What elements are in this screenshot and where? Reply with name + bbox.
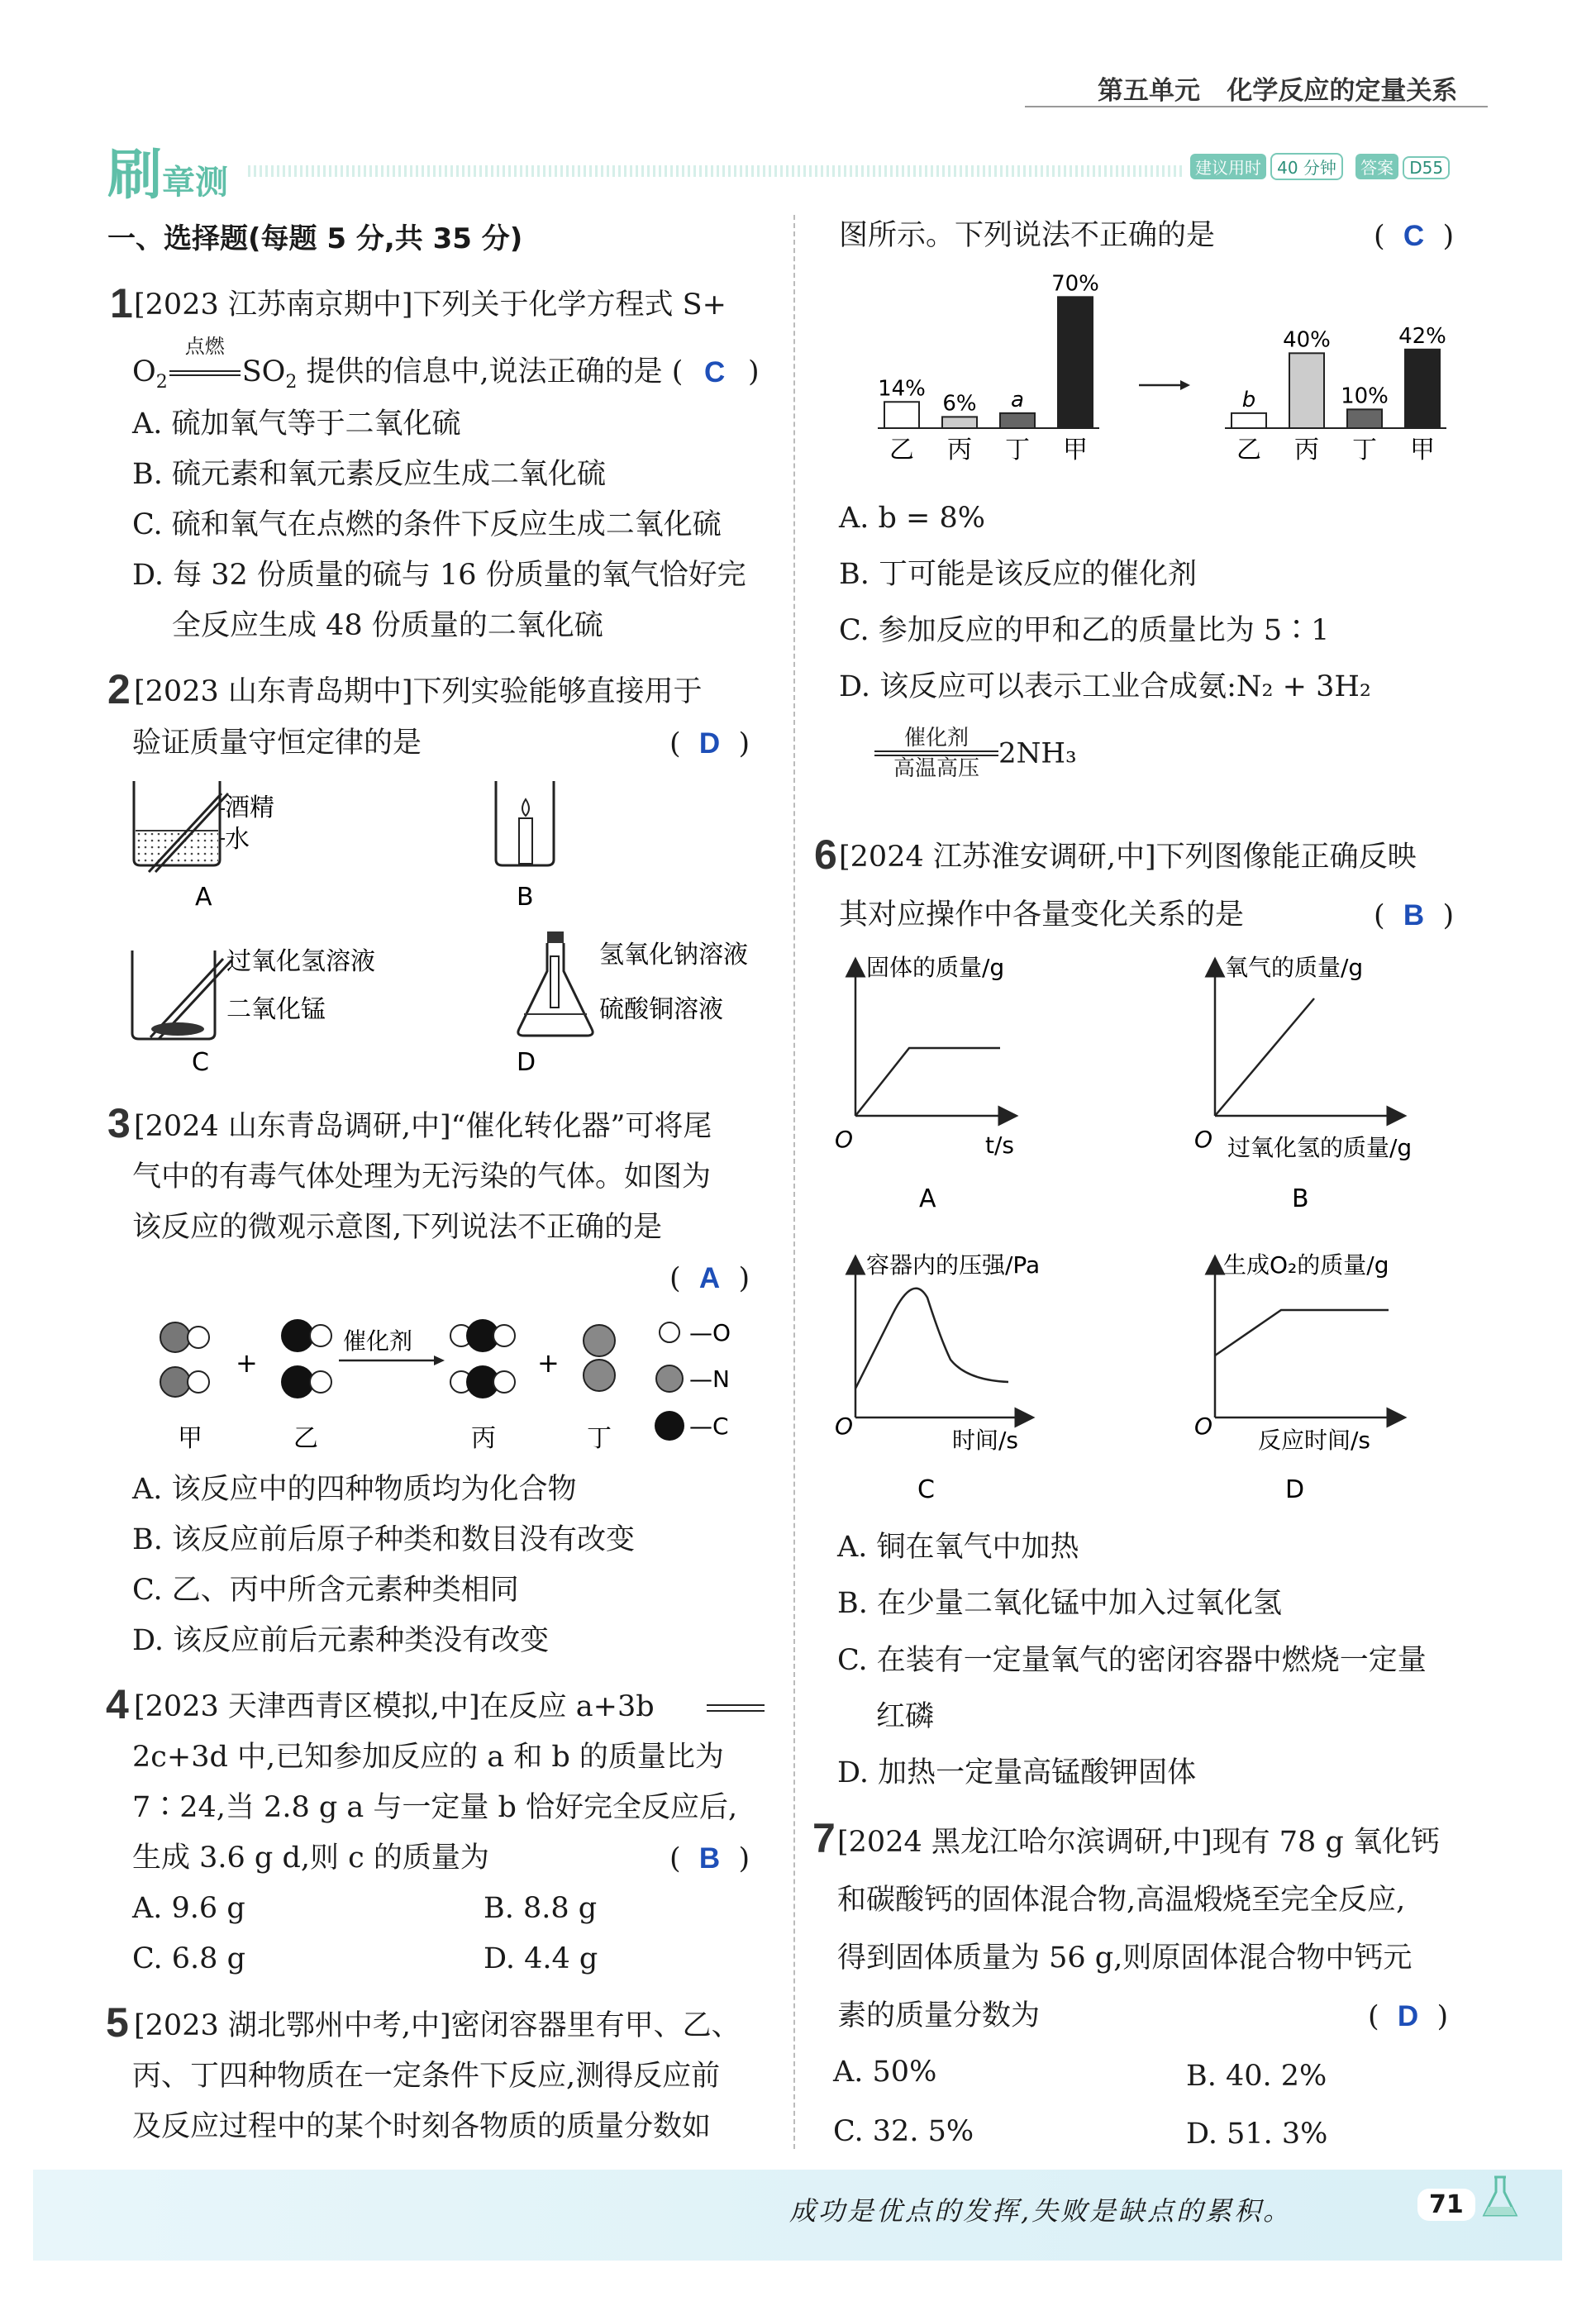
page-header <box>1098 69 1457 107</box>
molecule-bing <box>450 1319 515 1398</box>
logo-main: 刷 <box>107 143 162 207</box>
fig-letter-b: B <box>517 883 534 912</box>
label-cuso4: 硫酸铜溶液 <box>599 995 723 1024</box>
q5-cond-bottom: 高温高压 <box>893 756 979 781</box>
q6-bracket: ( B ) <box>1374 899 1455 932</box>
q2-line1: [2023 山东青岛期中]下列实验能够直接用于 <box>134 675 703 708</box>
bar-label-0-1: 6% <box>942 391 977 417</box>
q2-line2: 验证质量守恒定律的是 <box>132 727 422 760</box>
q6-line2: 其对应操作中各量变化关系的是 <box>839 898 1245 931</box>
q4-option-d: D. 4.4 g <box>484 1942 598 1975</box>
q5-option-d: D. 该反应可以表示工业合成氨:N₂ + 3H₂ <box>839 670 1371 703</box>
graph-c-letter: C <box>917 1475 935 1504</box>
bar-label-1-2: 10% <box>1341 384 1389 409</box>
q3-option-a: A. 该反应中的四种物质均为化合物 <box>132 1473 577 1506</box>
q4-answer: B <box>698 1842 721 1875</box>
section-logo <box>107 131 228 209</box>
q2-number: 2 <box>107 666 131 712</box>
q1-number: 1 <box>110 280 133 326</box>
graph-b-origin: O <box>1194 1126 1213 1153</box>
bar-1-3 <box>1405 350 1440 428</box>
category-label-1-2: 丁 <box>1352 436 1377 465</box>
q6-option-c-cont: 红磷 <box>876 1700 935 1733</box>
bar-label-0-3: 70% <box>1051 271 1099 297</box>
unit-title: 化学反应的定量关系 <box>1227 76 1458 106</box>
q1-answer: C <box>704 356 726 388</box>
q1-line1: [2023 江苏南京期中]下列关于化学方程式 S+ <box>134 288 727 322</box>
molecule-yi <box>281 1319 331 1398</box>
bar-label-0-0: 14% <box>878 376 926 402</box>
q3-micro-diagram <box>141 1306 769 1463</box>
svg-text:+: + <box>537 1347 560 1379</box>
bar-label-1-0: b <box>1241 387 1256 412</box>
graph-d-letter: D <box>1285 1475 1305 1504</box>
name-ding: 丁 <box>587 1424 612 1453</box>
q4-line4: 生成 3.6 g d,则 c 的质量为 <box>132 1841 489 1875</box>
q3-option-d: D. 该反应前后元素种类没有改变 <box>132 1624 550 1657</box>
category-label-0-1: 丙 <box>947 436 972 465</box>
q5-answer: C <box>1403 220 1425 252</box>
q2-apparatus-figure <box>124 773 777 1079</box>
legend-n: —N <box>689 1365 730 1393</box>
fig-letter-d: D <box>517 1048 536 1077</box>
q1-option-a: A. 硫加氧气等于二氧化硫 <box>132 407 461 441</box>
q1-option-d-cont: 全反应生成 48 份质量的二氧化硫 <box>172 609 603 642</box>
q5-line4: 图所示。下列说法不正确的是 <box>839 219 1216 252</box>
q7-option-c: C. 32. 5% <box>833 2115 974 2148</box>
bar-label-1-3: 42% <box>1398 323 1446 349</box>
category-label-0-3: 甲 <box>1063 436 1088 465</box>
curve-c <box>855 1289 1008 1389</box>
catalyst-label: 催化剂 <box>343 1327 413 1355</box>
q3-option-c: C. 乙、丙中所含元素种类相同 <box>132 1574 519 1607</box>
q5-bar-charts <box>876 263 1471 494</box>
q6-option-c: C. 在装有一定量氧气的密闭容器中燃烧一定量 <box>837 1644 1427 1677</box>
graph-a-ylabel: 固体的质量/g <box>866 954 1005 981</box>
legend-o: —O <box>689 1319 731 1346</box>
legend-c: —C <box>689 1413 729 1440</box>
chart-during <box>1225 324 1446 465</box>
q4-option-b: B. 8.8 g <box>484 1892 598 1925</box>
name-bing: 丙 <box>471 1424 496 1453</box>
graph-d-xlabel: 反应时间/s <box>1258 1427 1371 1454</box>
q5-option-b: B. 丁可能是该反应的催化剂 <box>839 558 1197 591</box>
graph-b-xlabel: 过氧化氢的质量/g <box>1227 1134 1413 1161</box>
q7-bracket: ( D ) <box>1368 2000 1449 2033</box>
graph-c-ylabel: 容器内的压强/Pa <box>866 1251 1041 1279</box>
q3-line3: 该反应的微观示意图,下列说法不正确的是 <box>132 1211 663 1244</box>
q5-number: 5 <box>106 1999 129 2046</box>
q7-option-d: D. 51. 3% <box>1186 2118 1328 2151</box>
q5-line3: 及反应过程中的某个时刻各物质的质量分数如 <box>132 2110 712 2143</box>
molecule-ding <box>584 1325 615 1391</box>
q6-option-d: D. 加热一定量高锰酸钾固体 <box>837 1756 1197 1789</box>
page-number: 71 <box>1417 2189 1475 2221</box>
fig-letter-a: A <box>195 883 212 912</box>
q2-answer: D <box>698 727 721 760</box>
graph-b <box>1215 967 1397 1116</box>
legend <box>655 1322 684 1441</box>
time-tags <box>1190 153 1450 180</box>
curve-b <box>1215 998 1314 1116</box>
q1-equation: $O_2$ 点燃 $SO_2$ 提供的信息中,说法正确的是 ( <box>132 335 684 393</box>
answer-label: 答案 <box>1355 154 1398 179</box>
q5-option-a: A. b = 8% <box>839 502 986 535</box>
q6-answer: B <box>1403 899 1425 931</box>
q6-option-a: A. 铜在氧气中加热 <box>837 1531 1079 1564</box>
q5-bracket: ( C ) <box>1374 220 1455 253</box>
q5-option-d-equation <box>874 726 1077 781</box>
q7-number: 7 <box>812 1815 836 1861</box>
svg-text:+: + <box>236 1347 258 1379</box>
graph-b-ylabel: 氧气的质量/g <box>1225 954 1364 981</box>
q4-line2: 2c+3d 中,已知参加反应的 a 和 b 的质量比为 <box>132 1741 724 1774</box>
bar-1-1 <box>1289 353 1324 428</box>
molecule-jia <box>160 1322 209 1397</box>
category-label-0-0: 乙 <box>889 436 914 465</box>
flask-icon <box>1479 2172 1521 2222</box>
bar-0-2 <box>1000 413 1035 428</box>
logo-sub: 章测 <box>162 164 228 202</box>
fig-letter-c: C <box>192 1048 209 1077</box>
q6-number: 6 <box>814 831 837 878</box>
answer-page: D55 <box>1403 156 1450 179</box>
graph-a-xlabel: t/s <box>985 1132 1014 1159</box>
q7-line4: 素的质量分数为 <box>837 1999 1041 2032</box>
bar-0-0 <box>884 402 919 428</box>
label-naoh: 氢氧化钠溶液 <box>599 941 748 970</box>
q3-option-b: B. 该反应前后原子种类和数目没有改变 <box>132 1523 635 1556</box>
category-label-1-0: 乙 <box>1236 436 1261 465</box>
q3-number: 3 <box>107 1100 131 1146</box>
name-yi: 乙 <box>293 1424 318 1453</box>
q3-line1: [2024 山东青岛调研,中]“催化转化器”可将尾 <box>134 1110 712 1143</box>
label-alcohol: 酒精 <box>225 793 274 822</box>
q5-product: 2NH₃ <box>998 736 1077 770</box>
category-label-1-3: 甲 <box>1410 436 1435 465</box>
unit-label: 第五单元 <box>1098 76 1200 106</box>
q4-equals-sign <box>707 1704 765 1712</box>
q1-bracket-close: ) <box>748 355 760 388</box>
q2-bracket: ( D ) <box>669 727 750 760</box>
label-mno2: 二氧化锰 <box>226 995 326 1024</box>
apparatus-d <box>518 931 593 1036</box>
q6-option-b: B. 在少量二氧化锰中加入过氧化氢 <box>837 1587 1282 1620</box>
graph-d <box>1215 1265 1397 1417</box>
category-label-0-2: 丁 <box>1005 436 1030 465</box>
q7-option-b: B. 40. 2% <box>1186 2060 1327 2093</box>
q5-line2: 丙、丁四种物质在一定条件下反应,测得反应前 <box>132 2060 721 2093</box>
section-title: 一、选择题(每题 5 分,共 35 分) <box>107 222 523 255</box>
q1-condition: 点燃 <box>184 335 225 358</box>
graph-d-ylabel: 生成O₂的质量/g <box>1223 1251 1389 1279</box>
q4-bracket: ( B ) <box>669 1842 750 1875</box>
curve-d <box>1215 1310 1389 1355</box>
graph-c-origin: O <box>835 1413 854 1440</box>
q4-line3: 7∶24,当 2.8 g a 与一定量 b 恰好完全反应后, <box>132 1791 738 1824</box>
q5-cond-top: 催化剂 <box>903 726 969 750</box>
q7-line1: [2024 黑龙江哈尔滨调研,中]现有 78 g 氧化钙 <box>837 1826 1440 1859</box>
bar-label-1-1: 40% <box>1283 327 1331 353</box>
time-value: 40 分钟 <box>1270 153 1343 180</box>
q7-option-a: A. 50% <box>833 2056 937 2089</box>
q7-line3: 得到固体质量为 56 g,则原固体混合物中钙元 <box>837 1942 1413 1975</box>
bar-0-1 <box>942 417 977 428</box>
q4-option-c: C. 6.8 g <box>132 1942 245 1975</box>
label-water: 水 <box>225 825 250 854</box>
q3-line2: 气中的有毒气体处理为无污染的气体。如图为 <box>132 1160 712 1193</box>
chart-arrow-head <box>1180 380 1190 390</box>
label-h2o2: 过氧化氢溶液 <box>226 947 375 976</box>
bar-label-0-2: a <box>1011 387 1024 412</box>
q6-line1: [2024 江苏淮安调研,中]下列图像能正确反映 <box>839 841 1417 874</box>
q7-line2: 和碳酸钙的固体混合物,高温煅烧至完全反应, <box>837 1884 1406 1917</box>
q4-number: 4 <box>106 1681 129 1727</box>
curve-a <box>855 1048 1000 1116</box>
q3-answer: A <box>698 1262 721 1294</box>
time-label: 建议用时 <box>1190 154 1266 179</box>
graph-a-letter: A <box>919 1184 936 1213</box>
graph-c <box>855 1265 1025 1417</box>
column-divider <box>793 215 795 2149</box>
q4-line1: [2023 天津西青区模拟,中]在反应 a+3b <box>134 1690 655 1723</box>
chart-before <box>878 271 1099 465</box>
graph-b-letter: B <box>1292 1184 1309 1213</box>
apparatus-a <box>134 781 228 872</box>
bar-0-3 <box>1058 297 1093 428</box>
bar-1-2 <box>1347 409 1382 428</box>
graph-c-xlabel: 时间/s <box>952 1427 1019 1454</box>
q4-option-a: A. 9.6 g <box>132 1892 245 1925</box>
graph-a-origin: O <box>835 1126 854 1153</box>
q3-bracket: ( A ) <box>669 1262 750 1295</box>
apparatus-b <box>496 781 554 865</box>
bar-1-0 <box>1232 413 1266 428</box>
q5-option-c: C. 参加反应的甲和乙的质量比为 5∶1 <box>839 614 1330 647</box>
name-jia: 甲 <box>178 1424 202 1453</box>
apparatus-c <box>132 951 231 1039</box>
header-rule <box>1025 106 1488 107</box>
q6-graphs <box>835 951 1496 1513</box>
graph-a <box>855 967 1008 1116</box>
q7-answer: D <box>1397 2000 1419 2032</box>
q1-option-c: C. 硫和氧气在点燃的条件下反应生成二氧化硫 <box>132 508 722 541</box>
graph-d-origin: O <box>1194 1413 1213 1440</box>
q1-option-b: B. 硫元素和氧元素反应生成二氧化硫 <box>132 458 606 491</box>
footer-motto: 成功是优点的发挥,失败是缺点的累积。 <box>789 2195 1293 2227</box>
logo-stripe <box>248 165 1182 177</box>
category-label-1-1: 丙 <box>1294 436 1319 465</box>
q5-line1: [2023 湖北鄂州中考,中]密闭容器里有甲、乙、 <box>134 2009 741 2042</box>
q1-option-d: D. 每 32 份质量的硫与 16 份质量的氧气恰好完 <box>132 559 746 592</box>
